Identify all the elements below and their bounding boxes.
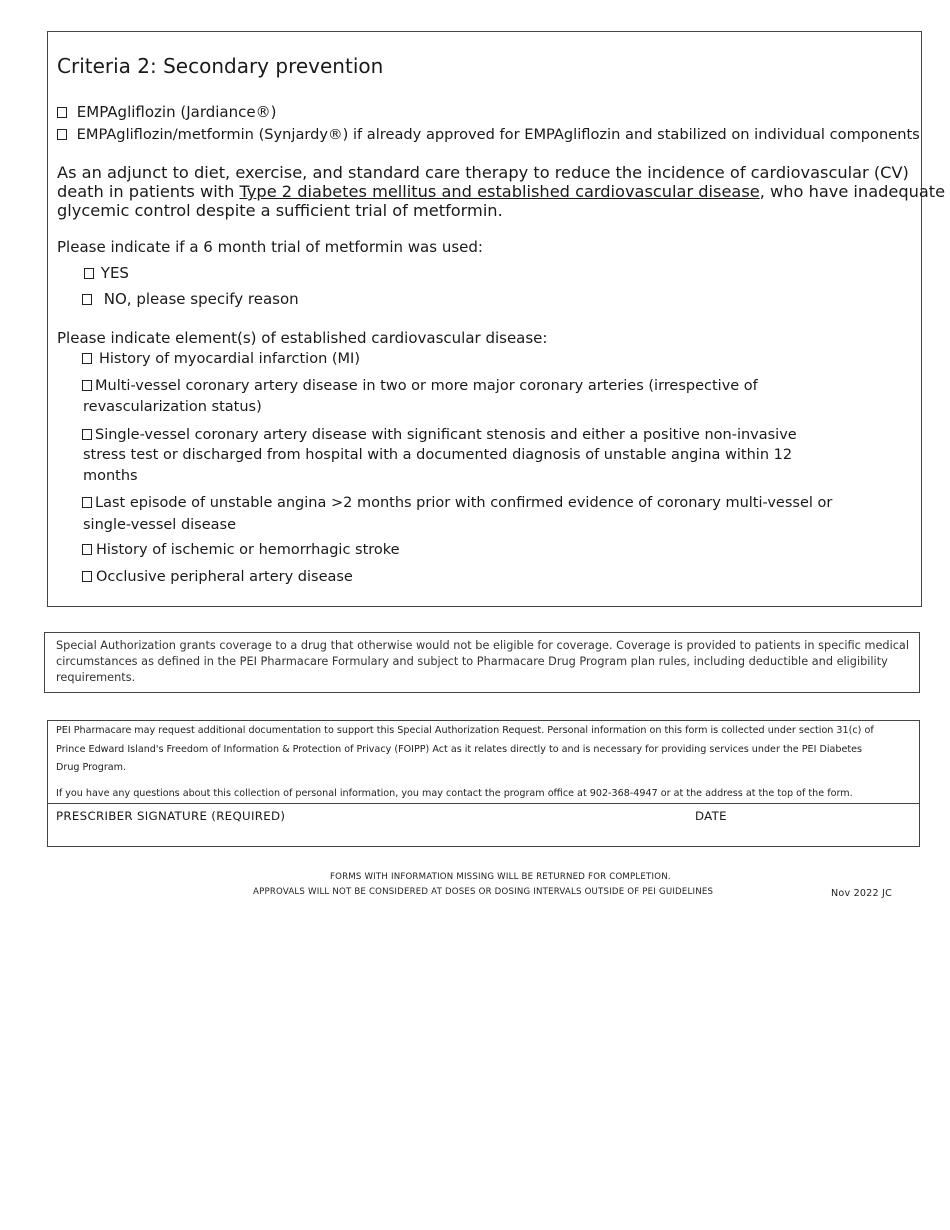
checkbox[interactable] (82, 571, 92, 582)
indication-line: As an adjunct to diet, exercise, and standard care therapy to reduce the incidence of cardiovascular (CV) (57, 163, 909, 182)
checkbox[interactable] (82, 497, 92, 508)
privacy-contact: If you have any questions about this collection of personal information, you may contact the program office at 902-368-4947 or at the address at the top of the form. (56, 788, 853, 799)
footer-missing-info: FORMS WITH INFORMATION MISSING WILL BE RETURNED FOR COMPLETION. (330, 872, 671, 882)
option-label: History of ischemic or hemorrhagic stroke (96, 542, 400, 558)
cvd-option-multi-vessel[interactable] (82, 376, 758, 418)
checkbox[interactable] (82, 429, 92, 440)
option-label: single-vessel disease (83, 517, 237, 533)
option-label: Last episode of unstable angina >2 months prior with confirmed evidence of coronary multi-vessel or (95, 495, 833, 511)
option-label: NO, please specify reason (103, 290, 299, 308)
yes-checkbox[interactable] (84, 268, 94, 279)
special-authorization-notice (44, 632, 920, 693)
privacy-notice (56, 722, 874, 778)
jardiance-checkbox[interactable] (57, 107, 67, 118)
indication-line: glycemic control despite a sufficient trial of metformin. (57, 201, 503, 220)
notice-text (56, 638, 909, 686)
notice-line: requirements. (56, 671, 136, 684)
option-label: stress test or discharged from hospital with a documented diagnosis of unstable angina within 12 (83, 447, 793, 463)
date-field[interactable]: DATE (695, 809, 727, 823)
privacy-signature-section (47, 720, 920, 847)
notice-line: circumstances as defined in the PEI Pharmacare Formulary and subject to Pharmacare Drug Program plan rules, including deductible and eligibility (56, 655, 888, 668)
drug-option-synjardy[interactable] (57, 125, 920, 144)
cvd-option-stroke[interactable] (82, 540, 400, 560)
checkbox[interactable] (82, 380, 92, 391)
drug-option-label: EMPAgliflozin/metformin (Synjardy®) if already approved for EMPAgliflozin and stabilized on individual components (76, 126, 920, 143)
option-label: YES (100, 264, 129, 282)
option-label: months (83, 468, 138, 484)
indication-line (57, 182, 945, 201)
privacy-line: Drug Program. (56, 762, 127, 773)
option-label: Single-vessel coronary artery disease with significant stenosis and either a positive non-invasive (95, 427, 797, 443)
criteria-section (47, 31, 946, 607)
checkbox[interactable] (82, 353, 92, 364)
cvd-option-unstable-angina[interactable] (82, 492, 832, 536)
indication-text: , who have inadequate (759, 182, 946, 201)
cvd-option-mi[interactable] (82, 349, 360, 369)
drug-option-label: EMPAgliflozin (Jardiance®) (76, 103, 277, 121)
synjardy-checkbox[interactable] (57, 129, 67, 140)
metformin-option-yes[interactable] (84, 264, 129, 283)
privacy-line: PEI Pharmacare may request additional documentation to support this Special Authorization Request. Personal information on this form is collected under section 31(c) of (56, 725, 874, 736)
criteria-title: Criteria 2: Secondary prevention (57, 54, 384, 78)
footer-approvals: APPROVALS WILL NOT BE CONSIDERED AT DOSES OR DOSING INTERVALS OUTSIDE OF PEI GUIDELINES (253, 887, 714, 897)
option-label: Multi-vessel coronary artery disease in two or more major coronary arteries (irrespective of (95, 378, 758, 394)
cvd-question: Please indicate element(s) of established cardiovascular disease: (57, 329, 548, 347)
prescriber-signature-field[interactable]: PRESCRIBER SIGNATURE (REQUIRED) (56, 809, 286, 823)
cvd-option-pad[interactable] (82, 567, 353, 587)
checkbox[interactable] (82, 544, 92, 555)
metformin-option-no[interactable] (82, 290, 299, 309)
indication-underlined: Type 2 diabetes mellitus and established cardiovascular disease (239, 182, 760, 201)
notice-line: Special Authorization grants coverage to a drug that otherwise would not be eligible for coverage. Coverage is provided to patients in specific medical (56, 639, 909, 652)
metformin-question: Please indicate if a 6 month trial of metformin was used: (57, 238, 483, 256)
divider (48, 803, 919, 804)
form-version: Nov 2022 JC (831, 888, 892, 899)
no-checkbox[interactable] (82, 294, 92, 305)
option-label: History of myocardial infarction (MI) (99, 351, 360, 367)
privacy-line: Prince Edward Island's Freedom of Information & Protection of Privacy (FOIPP) Act as it relates directly to and is necessary for providing services under the PEI Diabetes (56, 743, 863, 755)
option-label: revascularization status) (83, 399, 262, 415)
cvd-option-single-vessel[interactable] (82, 425, 797, 488)
indication-text: death in patients with (57, 182, 240, 201)
indication-paragraph (57, 163, 945, 220)
drug-option-jardiance[interactable] (57, 103, 276, 122)
option-label: Occlusive peripheral artery disease (96, 569, 353, 585)
